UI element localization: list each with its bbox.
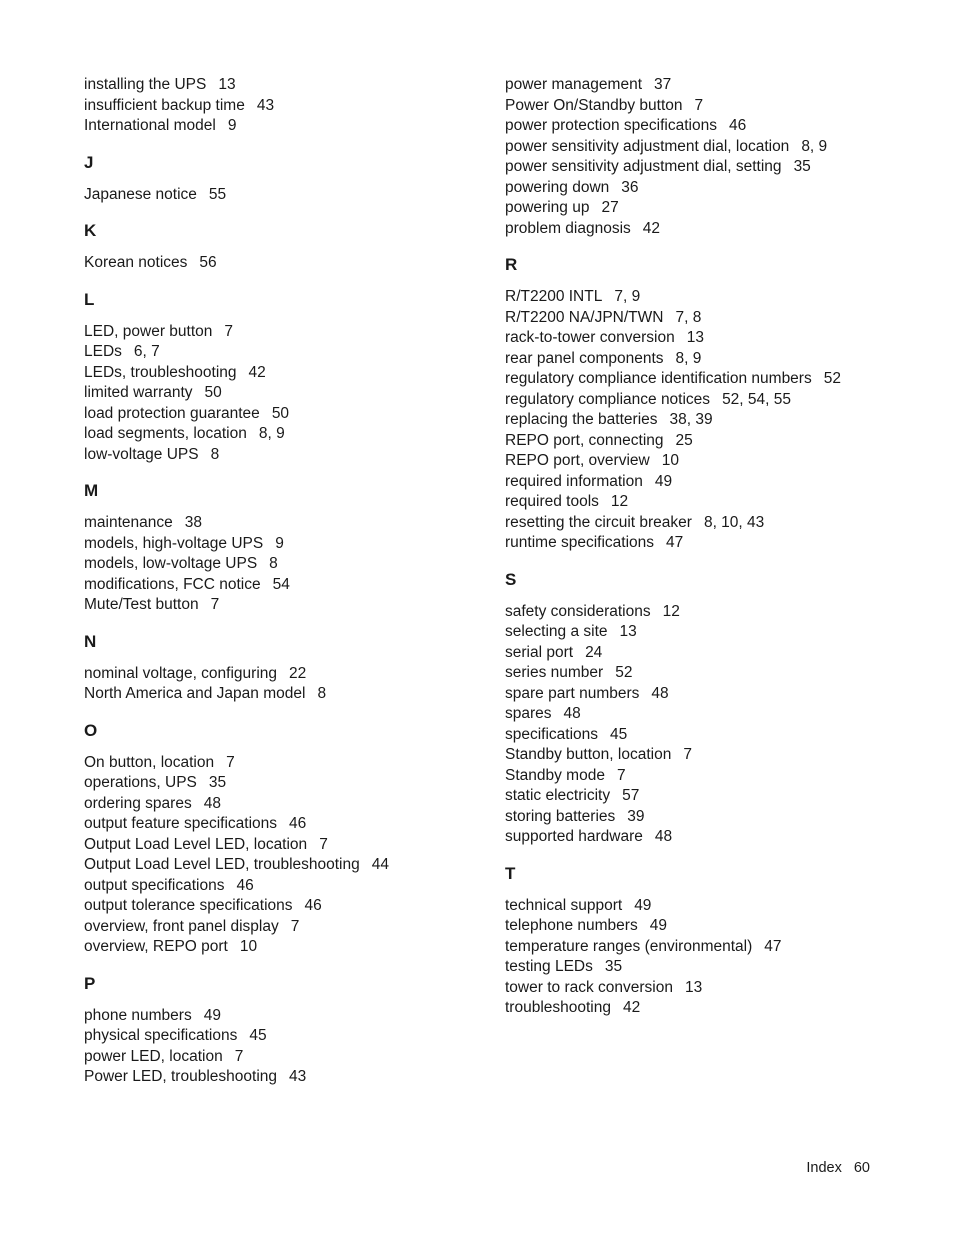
index-entry-term: regulatory compliance identification numbers xyxy=(505,370,812,387)
index-entry-term: ordering spares xyxy=(84,794,192,812)
index-group xyxy=(505,570,905,848)
index-entry-term: troubleshooting xyxy=(505,999,611,1016)
index-entry-pages[interactable]: 13 xyxy=(686,329,704,346)
index-entry xyxy=(505,137,905,158)
index-entry-term: testing LEDs xyxy=(505,958,593,975)
index-entry-term: LEDs, troubleshooting xyxy=(84,363,237,381)
index-entry xyxy=(84,773,484,794)
index-entry-term: runtime specifications xyxy=(505,534,655,551)
index-entry-pages[interactable]: 38 xyxy=(184,514,203,531)
index-entry-term: power sensitivity adjustment dial, setting xyxy=(505,158,782,175)
index-entry xyxy=(505,96,905,117)
index-entry xyxy=(505,766,905,787)
index-entry-term: tower to rack conversion xyxy=(505,978,673,996)
index-letter-heading: P xyxy=(84,973,96,993)
index-entry-pages[interactable]: 49 xyxy=(634,896,652,914)
index-entry xyxy=(84,684,484,705)
index-entry-pages[interactable]: 57 xyxy=(622,787,640,804)
index-entry-term: operations, UPS xyxy=(84,774,197,791)
index-entry-term: LEDs xyxy=(84,343,122,360)
index-entry-term: power sensitivity adjustment dial, location xyxy=(505,137,790,155)
index-entry-term: supported hardware xyxy=(505,828,643,845)
index-entry xyxy=(505,916,905,937)
index-entry xyxy=(505,513,905,534)
index-entry xyxy=(84,513,484,534)
index-entry-term: REPO port, connecting xyxy=(505,431,664,449)
index-column-right xyxy=(505,75,905,1019)
index-entry-pages[interactable]: 7 xyxy=(616,766,626,784)
index-entry-pages[interactable]: 24 xyxy=(585,643,603,661)
index-entry xyxy=(505,178,905,199)
index-entry-term: load protection guarantee xyxy=(84,404,260,422)
index-entry xyxy=(84,554,484,575)
index-entry-term: North America and Japan model xyxy=(84,685,306,702)
index-entry-pages[interactable]: 8 xyxy=(210,445,220,463)
index-entry-pages[interactable]: 46 xyxy=(304,897,322,914)
index-entry-term: safety considerations xyxy=(505,602,651,620)
index-entry-pages[interactable]: 48 xyxy=(563,705,581,722)
index-entry-pages[interactable]: 12 xyxy=(610,493,629,510)
index-entry-term: selecting a site xyxy=(505,623,608,640)
index-entry-term: storing batteries xyxy=(505,807,616,825)
index-entry xyxy=(505,998,905,1019)
index-entry-term: Power On/Standby button xyxy=(505,96,683,114)
index-entry-pages[interactable]: 49 xyxy=(203,1006,221,1024)
index-entry-pages[interactable]: 47 xyxy=(764,937,782,955)
index-group xyxy=(84,75,484,137)
index-entry-term: R/T2200 NA/JPN/TWN xyxy=(505,308,664,326)
index-letter-heading: J xyxy=(84,152,94,172)
index-group xyxy=(84,481,484,616)
index-entry xyxy=(84,253,484,274)
index-entry xyxy=(505,349,905,370)
index-entry-pages[interactable]: 8, 10, 43 xyxy=(703,513,765,531)
index-entry-pages[interactable]: 13 xyxy=(685,978,703,996)
index-entry-pages[interactable]: 7 xyxy=(290,917,300,935)
index-entry-pages[interactable]: 9 xyxy=(275,534,284,552)
index-entry-term: low-voltage UPS xyxy=(84,445,199,463)
index-entry-pages[interactable]: 42 xyxy=(642,219,661,237)
index-entry xyxy=(84,814,484,835)
index-entry xyxy=(505,533,905,554)
index-entry-term: Japanese notice xyxy=(84,185,197,203)
index-entry xyxy=(505,957,905,978)
index-entry-pages[interactable]: 38, 39 xyxy=(669,411,713,428)
index-entry-pages[interactable]: 7 xyxy=(224,322,234,340)
index-entry-term: required information xyxy=(505,472,643,490)
index-letter-heading: K xyxy=(84,221,97,240)
index-entry-pages[interactable]: 45 xyxy=(249,1027,267,1044)
index-entry-term: spares xyxy=(505,705,552,722)
index-entry xyxy=(84,896,484,917)
index-group xyxy=(84,721,484,958)
index-group xyxy=(505,75,905,239)
index-entry-pages[interactable]: 35 xyxy=(604,958,623,975)
index-entry-pages[interactable]: 8, 9 xyxy=(675,349,702,367)
index-entry xyxy=(505,602,905,623)
index-entry-term: models, low-voltage UPS xyxy=(84,555,258,572)
index-entry xyxy=(84,445,484,466)
index-entry xyxy=(84,937,484,958)
page-footer xyxy=(806,1158,870,1178)
index-entry-pages[interactable]: 52, 54, 55 xyxy=(722,390,792,408)
index-entry-pages[interactable]: 7, 9 xyxy=(614,288,641,305)
index-entry xyxy=(84,1047,484,1068)
index-entry xyxy=(505,451,905,472)
index-entry xyxy=(505,725,905,746)
index-entry-term: resetting the circuit breaker xyxy=(505,513,692,531)
index-entry xyxy=(505,328,905,349)
index-entry xyxy=(505,116,905,137)
index-letter-heading: T xyxy=(505,863,516,883)
index-entry xyxy=(84,575,484,596)
index-entry-pages[interactable]: 50 xyxy=(204,384,222,401)
index-entry-pages[interactable]: 42 xyxy=(623,999,641,1016)
index-entry-pages[interactable]: 22 xyxy=(289,664,307,682)
index-entry xyxy=(84,116,484,137)
index-entry-term: REPO port, overview xyxy=(505,452,650,469)
index-entry-term: powering up xyxy=(505,199,590,216)
index-entry-term: Output Load Level LED, location xyxy=(84,835,308,853)
index-entry xyxy=(505,492,905,513)
index-entry xyxy=(505,663,905,684)
index-entry-pages[interactable]: 35 xyxy=(208,774,227,791)
index-entry-pages[interactable]: 8 xyxy=(269,555,278,572)
index-letter-heading: O xyxy=(84,720,98,740)
index-entry-pages[interactable]: 7 xyxy=(683,746,692,763)
index-entry-pages[interactable]: 9 xyxy=(227,117,237,134)
index-entry-pages[interactable]: 46 xyxy=(728,117,747,134)
index-entry-pages[interactable]: 7 xyxy=(226,753,235,771)
index-entry-term: technical support xyxy=(505,896,623,914)
index-entry-term: LED, power button xyxy=(84,322,213,340)
index-entry xyxy=(84,1067,484,1088)
index-entry xyxy=(505,704,905,725)
index-entry-pages[interactable]: 12 xyxy=(662,602,680,620)
index-entry-term: replacing the batteries xyxy=(505,411,658,428)
index-entry xyxy=(505,745,905,766)
index-entry xyxy=(84,855,484,876)
index-entry-term: power LED, location xyxy=(84,1047,223,1065)
index-entry-term: rack-to-tower conversion xyxy=(505,329,675,346)
index-entry-pages[interactable]: 46 xyxy=(236,876,254,894)
index-entry-term: physical specifications xyxy=(84,1027,238,1044)
index-entry xyxy=(84,917,484,938)
index-entry-pages[interactable]: 8 xyxy=(317,685,327,702)
index-group xyxy=(84,221,484,274)
index-entry-pages[interactable]: 7 xyxy=(319,835,328,853)
index-entry-pages[interactable]: 27 xyxy=(601,199,619,216)
index-entry-term: power protection specifications xyxy=(505,117,717,134)
index-entry-pages[interactable]: 56 xyxy=(199,254,217,271)
index-entry-term: spare part numbers xyxy=(505,684,640,702)
index-entry xyxy=(505,431,905,452)
index-entry-pages[interactable]: 13 xyxy=(218,76,236,93)
index-entry-pages[interactable]: 8, 9 xyxy=(801,137,828,155)
index-entry-term: regulatory compliance notices xyxy=(505,390,711,408)
index-entry-term: overview, REPO port xyxy=(84,938,228,955)
index-entry-term: telephone numbers xyxy=(505,917,638,934)
index-entry-term: nominal voltage, configuring xyxy=(84,664,278,682)
index-entry xyxy=(84,1006,484,1027)
index-group xyxy=(84,153,484,206)
index-entry xyxy=(84,363,484,384)
index-entry-pages[interactable]: 43 xyxy=(256,96,275,114)
index-entry xyxy=(84,595,484,616)
index-entry-pages[interactable]: 45 xyxy=(610,725,628,743)
index-entry xyxy=(505,75,905,96)
index-entry xyxy=(505,369,905,390)
index-entry xyxy=(505,978,905,999)
index-entry-term: output tolerance specifications xyxy=(84,897,293,914)
index-letter-heading: L xyxy=(84,289,95,309)
index-entry-pages[interactable]: 48 xyxy=(651,684,669,702)
index-entry-term: modifications, FCC notice xyxy=(84,575,261,593)
index-entry-term: static electricity xyxy=(505,787,611,804)
index-entry-pages[interactable]: 6, 7 xyxy=(133,343,160,360)
index-group xyxy=(84,974,484,1088)
index-entry-pages[interactable]: 35 xyxy=(793,158,811,175)
index-entry-term: insufficient backup time xyxy=(84,96,245,114)
index-entry-term: Mute/Test button xyxy=(84,596,199,613)
index-entry-term: models, high-voltage UPS xyxy=(84,534,264,552)
index-entry-pages[interactable]: 47 xyxy=(666,534,684,551)
index-entry-term: output feature specifications xyxy=(84,815,278,832)
index-entry xyxy=(505,287,905,308)
index-letter-heading: N xyxy=(84,631,97,651)
index-entry-term: overview, front panel display xyxy=(84,917,279,935)
index-entry-pages[interactable]: 49 xyxy=(649,917,667,934)
index-entry-pages[interactable]: 10 xyxy=(661,452,679,469)
index-entry-pages[interactable]: 7, 8 xyxy=(675,308,702,326)
index-entry-pages[interactable]: 39 xyxy=(627,807,645,825)
index-entry-term: Korean notices xyxy=(84,254,188,271)
index-entry-term: Power LED, troubleshooting xyxy=(84,1068,278,1085)
index-entry xyxy=(505,410,905,431)
index-entry-pages[interactable]: 52 xyxy=(615,664,633,681)
index-entry-term: R/T2200 INTL xyxy=(505,288,603,305)
index-entry-pages[interactable]: 46 xyxy=(289,815,307,832)
index-entry-pages[interactable]: 36 xyxy=(621,178,639,196)
index-entry-term: powering down xyxy=(505,178,610,196)
index-entry xyxy=(84,1026,484,1047)
index-entry xyxy=(505,622,905,643)
index-entry xyxy=(84,383,484,404)
index-entry xyxy=(84,664,484,685)
index-entry-term: series number xyxy=(505,664,604,681)
index-entry-pages[interactable]: 55 xyxy=(208,185,227,203)
index-entry-pages[interactable]: 42 xyxy=(248,363,266,381)
index-entry-term: Standby button, location xyxy=(505,746,672,763)
index-entry-pages[interactable]: 7 xyxy=(210,596,220,613)
index-entry-term: load segments, location xyxy=(84,425,247,442)
index-entry xyxy=(505,198,905,219)
index-entry xyxy=(84,835,484,856)
index-entry-term: Output Load Level LED, troubleshooting xyxy=(84,856,360,873)
index-entry xyxy=(84,534,484,555)
index-entry xyxy=(84,424,484,445)
index-entry-pages[interactable]: 25 xyxy=(675,431,693,449)
index-entry-pages[interactable]: 50 xyxy=(271,404,290,422)
index-entry-term: maintenance xyxy=(84,514,173,531)
index-entry-term: temperature ranges (environmental) xyxy=(505,937,753,955)
index-entry-term: power management xyxy=(505,76,642,93)
index-column-left xyxy=(84,75,484,1088)
index-entry xyxy=(505,157,905,178)
index-entry-term: rear panel components xyxy=(505,349,664,367)
index-entry-term: required tools xyxy=(505,493,599,510)
index-entry-term: specifications xyxy=(505,725,599,743)
index-entry xyxy=(505,937,905,958)
index-entry xyxy=(84,876,484,897)
index-entry xyxy=(505,643,905,664)
index-entry-term: On button, location xyxy=(84,753,215,771)
index-entry-pages[interactable]: 7 xyxy=(694,96,704,114)
index-entry-pages[interactable]: 48 xyxy=(654,828,673,845)
index-entry xyxy=(84,96,484,117)
index-entry-term: Standby mode xyxy=(505,766,605,784)
footer-section-label: Index xyxy=(806,1160,842,1176)
index-entry-term: phone numbers xyxy=(84,1006,192,1024)
index-entry xyxy=(505,472,905,493)
index-entry xyxy=(84,794,484,815)
index-letter-heading: M xyxy=(84,481,99,500)
index-entry-term: installing the UPS xyxy=(84,76,207,93)
index-entry-term: limited warranty xyxy=(84,384,193,401)
index-entry xyxy=(84,185,484,206)
index-entry-pages[interactable]: 52 xyxy=(823,370,841,387)
index-entry-pages[interactable]: 49 xyxy=(654,472,673,490)
index-entry xyxy=(505,390,905,411)
index-entry-pages[interactable]: 44 xyxy=(371,856,389,873)
index-entry xyxy=(84,342,484,363)
index-entry xyxy=(84,404,484,425)
index-group xyxy=(84,290,484,466)
index-entry-term: serial port xyxy=(505,643,574,661)
index-entry-pages[interactable]: 48 xyxy=(203,794,221,812)
index-group xyxy=(505,255,905,554)
index-entry-term: problem diagnosis xyxy=(505,219,631,237)
index-entry-pages[interactable]: 37 xyxy=(654,76,672,93)
index-entry-pages[interactable]: 43 xyxy=(289,1068,307,1085)
index-letter-heading: S xyxy=(505,569,517,589)
index-entry xyxy=(505,827,905,848)
index-group xyxy=(505,864,905,1019)
index-entry xyxy=(505,684,905,705)
index-letter-heading: R xyxy=(505,255,518,274)
index-entry-pages[interactable]: 54 xyxy=(272,575,290,593)
index-entry-term: International model xyxy=(84,117,216,134)
index-entry xyxy=(84,75,484,96)
index-entry xyxy=(505,807,905,828)
index-entry-pages[interactable]: 7 xyxy=(234,1047,244,1065)
index-entry-pages[interactable]: 10 xyxy=(239,938,258,955)
index-entry xyxy=(505,308,905,329)
index-entry-term: output specifications xyxy=(84,876,225,894)
footer-page-number: 60 xyxy=(853,1160,870,1176)
index-entry xyxy=(505,219,905,240)
index-entry-pages[interactable]: 8, 9 xyxy=(258,425,285,442)
index-entry xyxy=(84,753,484,774)
index-entry xyxy=(505,896,905,917)
index-entry-pages[interactable]: 13 xyxy=(619,623,637,640)
index-entry xyxy=(84,322,484,343)
index-group xyxy=(84,632,484,705)
index-entry xyxy=(505,786,905,807)
